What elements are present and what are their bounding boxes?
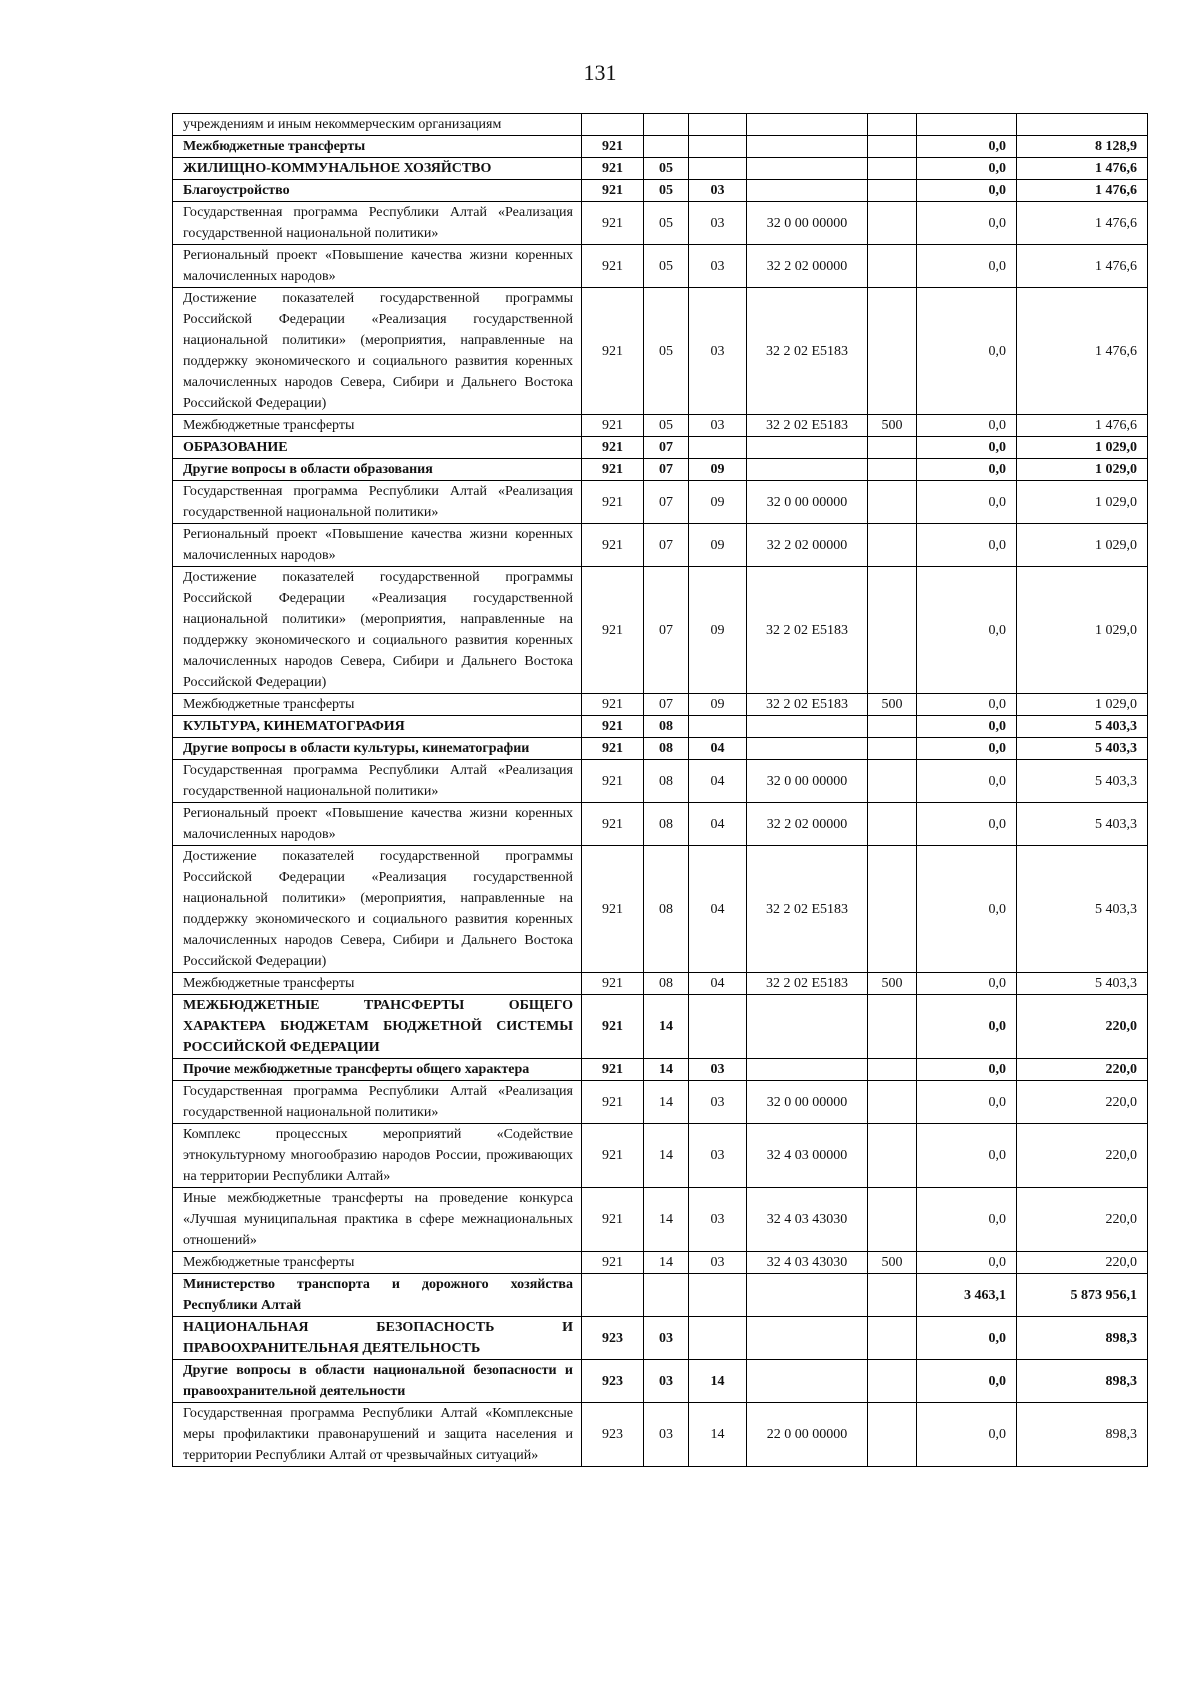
row-target-article-cell: [747, 1059, 868, 1081]
row-expense-type-cell: 500: [868, 1252, 917, 1274]
row-gr-code-cell: 921: [582, 459, 644, 481]
row-name-cell: Достижение показателей государственной программы Российской Федерации «Реализация государственной национальной политики» (мероприятия, направленные на поддержку экономического и социального развития коренных малочисленных народов Севера, Сибири и Дальнего Востока Российской Федерации): [173, 846, 582, 973]
row-section-code-cell: 07: [644, 481, 689, 524]
row-name-cell: МЕЖБЮДЖЕТНЫЕ ТРАНСФЕРТЫ ОБЩЕГО ХАРАКТЕРА БЮДЖЕТАМ БЮДЖЕТНОЙ СИСТЕМЫ РОССИЙСКОЙ ФЕДЕРАЦИИ: [173, 995, 582, 1059]
row-name-cell: НАЦИОНАЛЬНАЯ БЕЗОПАСНОСТЬ И ПРАВООХРАНИТЕЛЬНАЯ ДЕЯТЕЛЬНОСТЬ: [173, 1317, 582, 1360]
row-expense-type-cell: [868, 1274, 917, 1317]
row-expense-type-cell: 500: [868, 415, 917, 437]
row-target-article-cell: 32 2 02 E5183: [747, 846, 868, 973]
row-subsection-code-cell: 03: [689, 288, 747, 415]
row-name-cell: Благоустройство: [173, 180, 582, 202]
row-expense-type-cell: [868, 437, 917, 459]
row-gr-code-cell: 921: [582, 481, 644, 524]
row-gr-code-cell: 921: [582, 567, 644, 694]
row-amount-1-cell: 0,0: [917, 1124, 1017, 1188]
row-gr-code-cell: 921: [582, 245, 644, 288]
row-subsection-code-cell: [689, 716, 747, 738]
row-expense-type-cell: [868, 288, 917, 415]
row-subsection-code-cell: 09: [689, 567, 747, 694]
table-row: [173, 524, 1148, 567]
table-row: [173, 415, 1148, 437]
row-amount-2-cell: 220,0: [1017, 1188, 1148, 1252]
row-amount-1-cell: 0,0: [917, 738, 1017, 760]
row-section-code-cell: 14: [644, 1059, 689, 1081]
row-gr-code-cell: 921: [582, 524, 644, 567]
row-target-article-cell: 32 0 00 00000: [747, 760, 868, 803]
row-amount-1-cell: 0,0: [917, 803, 1017, 846]
row-name-cell: Другие вопросы в области культуры, кинематографии: [173, 738, 582, 760]
row-expense-type-cell: [868, 158, 917, 180]
row-section-code-cell: 07: [644, 459, 689, 481]
row-amount-2-cell: 5 403,3: [1017, 760, 1148, 803]
row-target-article-cell: 32 2 02 E5183: [747, 288, 868, 415]
row-amount-1-cell: 0,0: [917, 995, 1017, 1059]
row-amount-2-cell: 220,0: [1017, 1081, 1148, 1124]
row-gr-code-cell: [582, 1274, 644, 1317]
row-name-cell: Государственная программа Республики Алтай «Реализация государственной национальной политики»: [173, 202, 582, 245]
row-gr-code-cell: 923: [582, 1403, 644, 1467]
table-row: [173, 481, 1148, 524]
row-target-article-cell: 32 0 00 00000: [747, 1081, 868, 1124]
row-expense-type-cell: [868, 180, 917, 202]
row-amount-2-cell: 5 403,3: [1017, 803, 1148, 846]
row-name-cell: Достижение показателей государственной программы Российской Федерации «Реализация государственной национальной политики» (мероприятия, направленные на поддержку экономического и социального развития коренных малочисленных народов Севера, Сибири и Дальнего Востока Российской Федерации): [173, 288, 582, 415]
row-section-code-cell: 05: [644, 180, 689, 202]
row-name-cell: Межбюджетные трансферты: [173, 973, 582, 995]
table-row: [173, 202, 1148, 245]
row-subsection-code-cell: 03: [689, 1059, 747, 1081]
row-section-code-cell: 03: [644, 1360, 689, 1403]
row-amount-2-cell: 8 128,9: [1017, 136, 1148, 158]
row-target-article-cell: [747, 995, 868, 1059]
row-gr-code-cell: 921: [582, 1059, 644, 1081]
row-amount-2-cell: 5 403,3: [1017, 973, 1148, 995]
row-expense-type-cell: [868, 1403, 917, 1467]
row-expense-type-cell: [868, 1081, 917, 1124]
row-subsection-code-cell: [689, 437, 747, 459]
table-row: [173, 1317, 1148, 1360]
row-amount-2-cell: 1 476,6: [1017, 288, 1148, 415]
row-gr-code-cell: 921: [582, 180, 644, 202]
row-name-cell: Достижение показателей государственной программы Российской Федерации «Реализация государственной национальной политики» (мероприятия, направленные на поддержку экономического и социального развития коренных малочисленных народов Севера, Сибири и Дальнего Востока Российской Федерации): [173, 567, 582, 694]
row-gr-code-cell: 921: [582, 1081, 644, 1124]
row-section-code-cell: 08: [644, 716, 689, 738]
row-amount-1-cell: 0,0: [917, 481, 1017, 524]
row-name-cell: Прочие межбюджетные трансферты общего характера: [173, 1059, 582, 1081]
row-gr-code-cell: 921: [582, 1124, 644, 1188]
row-amount-1-cell: 0,0: [917, 1403, 1017, 1467]
row-name-cell: ОБРАЗОВАНИЕ: [173, 437, 582, 459]
row-name-cell: Комплекс процессных мероприятий «Содействие этнокультурному многообразию народов России, проживающих на территории Республики Алтай»: [173, 1124, 582, 1188]
row-expense-type-cell: [868, 760, 917, 803]
table-row: [173, 1252, 1148, 1274]
row-subsection-code-cell: [689, 136, 747, 158]
table-row: [173, 567, 1148, 694]
row-gr-code-cell: 923: [582, 1317, 644, 1360]
row-subsection-code-cell: [689, 1274, 747, 1317]
row-amount-2-cell: 898,3: [1017, 1403, 1148, 1467]
row-gr-code-cell: 921: [582, 694, 644, 716]
row-amount-1-cell: 0,0: [917, 459, 1017, 481]
row-expense-type-cell: [868, 995, 917, 1059]
row-gr-code-cell: 921: [582, 288, 644, 415]
row-amount-1-cell: 0,0: [917, 1252, 1017, 1274]
row-amount-2-cell: 1 029,0: [1017, 524, 1148, 567]
row-expense-type-cell: [868, 738, 917, 760]
row-target-article-cell: 22 0 00 00000: [747, 1403, 868, 1467]
row-amount-1-cell: 0,0: [917, 1317, 1017, 1360]
row-gr-code-cell: 921: [582, 1188, 644, 1252]
row-name-cell: Региональный проект «Повышение качества жизни коренных малочисленных народов»: [173, 803, 582, 846]
row-gr-code-cell: 921: [582, 415, 644, 437]
row-section-code-cell: 14: [644, 1081, 689, 1124]
row-section-code-cell: 03: [644, 1403, 689, 1467]
row-subsection-code-cell: 04: [689, 973, 747, 995]
row-name-cell: Министерство транспорта и дорожного хозяйства Республики Алтай: [173, 1274, 582, 1317]
row-amount-1-cell: 0,0: [917, 716, 1017, 738]
row-subsection-code-cell: 09: [689, 481, 747, 524]
row-expense-type-cell: 500: [868, 694, 917, 716]
row-section-code-cell: 08: [644, 738, 689, 760]
row-amount-1-cell: 0,0: [917, 694, 1017, 716]
row-name-cell: Государственная программа Республики Алтай «Реализация государственной национальной политики»: [173, 481, 582, 524]
row-subsection-code-cell: 04: [689, 803, 747, 846]
row-amount-1-cell: 0,0: [917, 1188, 1017, 1252]
row-subsection-code-cell: 03: [689, 1081, 747, 1124]
row-amount-2-cell: 220,0: [1017, 995, 1148, 1059]
row-target-article-cell: 32 2 02 E5183: [747, 694, 868, 716]
row-expense-type-cell: [868, 524, 917, 567]
row-subsection-code-cell: 03: [689, 415, 747, 437]
row-amount-2-cell: 898,3: [1017, 1317, 1148, 1360]
row-name-cell: учреждениям и иным некоммерческим организациям: [173, 114, 582, 136]
row-subsection-code-cell: [689, 1317, 747, 1360]
row-expense-type-cell: [868, 459, 917, 481]
row-expense-type-cell: [868, 481, 917, 524]
table-row: [173, 995, 1148, 1059]
table-row: [173, 459, 1148, 481]
row-amount-2-cell: 5 873 956,1: [1017, 1274, 1148, 1317]
row-subsection-code-cell: [689, 995, 747, 1059]
row-gr-code-cell: 921: [582, 437, 644, 459]
row-amount-1-cell: 0,0: [917, 245, 1017, 288]
row-subsection-code-cell: 03: [689, 1252, 747, 1274]
row-target-article-cell: [747, 114, 868, 136]
row-name-cell: КУЛЬТУРА, КИНЕМАТОГРАФИЯ: [173, 716, 582, 738]
row-amount-1-cell: 0,0: [917, 973, 1017, 995]
row-section-code-cell: 08: [644, 973, 689, 995]
row-section-code-cell: [644, 114, 689, 136]
row-amount-2-cell: 1 476,6: [1017, 245, 1148, 288]
row-amount-1-cell: 0,0: [917, 180, 1017, 202]
row-expense-type-cell: [868, 1360, 917, 1403]
row-amount-1-cell: 0,0: [917, 760, 1017, 803]
row-amount-2-cell: 5 403,3: [1017, 738, 1148, 760]
row-name-cell: Другие вопросы в области образования: [173, 459, 582, 481]
row-section-code-cell: 14: [644, 1252, 689, 1274]
row-section-code-cell: 07: [644, 524, 689, 567]
row-name-cell: Региональный проект «Повышение качества жизни коренных малочисленных народов»: [173, 245, 582, 288]
table-row: [173, 1188, 1148, 1252]
row-amount-2-cell: 220,0: [1017, 1059, 1148, 1081]
row-target-article-cell: [747, 1360, 868, 1403]
row-target-article-cell: [747, 437, 868, 459]
row-target-article-cell: [747, 1317, 868, 1360]
row-section-code-cell: [644, 1274, 689, 1317]
row-expense-type-cell: [868, 1188, 917, 1252]
row-amount-1-cell: [917, 114, 1017, 136]
row-subsection-code-cell: 04: [689, 760, 747, 803]
table-row: [173, 973, 1148, 995]
row-subsection-code-cell: [689, 158, 747, 180]
row-gr-code-cell: 921: [582, 995, 644, 1059]
row-gr-code-cell: 921: [582, 760, 644, 803]
row-amount-1-cell: 0,0: [917, 437, 1017, 459]
table-row: [173, 760, 1148, 803]
row-subsection-code-cell: 09: [689, 524, 747, 567]
row-target-article-cell: [747, 459, 868, 481]
row-section-code-cell: 07: [644, 694, 689, 716]
table-row: [173, 158, 1148, 180]
row-amount-1-cell: 0,0: [917, 1081, 1017, 1124]
row-amount-2-cell: 1 476,6: [1017, 202, 1148, 245]
table-row: [173, 716, 1148, 738]
row-name-cell: Региональный проект «Повышение качества жизни коренных малочисленных народов»: [173, 524, 582, 567]
row-expense-type-cell: [868, 245, 917, 288]
budget-table: [172, 113, 1148, 1467]
row-name-cell: Другие вопросы в области национальной безопасности и правоохранительной деятельности: [173, 1360, 582, 1403]
row-target-article-cell: 32 0 00 00000: [747, 481, 868, 524]
table-row: [173, 1059, 1148, 1081]
row-section-code-cell: 03: [644, 1317, 689, 1360]
row-subsection-code-cell: 04: [689, 846, 747, 973]
row-subsection-code-cell: 03: [689, 1124, 747, 1188]
row-target-article-cell: [747, 180, 868, 202]
table-row: [173, 846, 1148, 973]
row-amount-2-cell: 1 029,0: [1017, 694, 1148, 716]
row-amount-1-cell: 0,0: [917, 1360, 1017, 1403]
table-row: [173, 437, 1148, 459]
row-amount-1-cell: 0,0: [917, 524, 1017, 567]
row-amount-1-cell: 0,0: [917, 288, 1017, 415]
row-gr-code-cell: 921: [582, 1252, 644, 1274]
row-name-cell: Межбюджетные трансферты: [173, 136, 582, 158]
row-amount-1-cell: 0,0: [917, 415, 1017, 437]
row-amount-1-cell: 0,0: [917, 202, 1017, 245]
row-amount-1-cell: 0,0: [917, 136, 1017, 158]
row-expense-type-cell: [868, 716, 917, 738]
row-name-cell: Межбюджетные трансферты: [173, 694, 582, 716]
row-expense-type-cell: [868, 803, 917, 846]
row-section-code-cell: 08: [644, 760, 689, 803]
row-section-code-cell: 08: [644, 803, 689, 846]
row-name-cell: Государственная программа Республики Алтай «Реализация государственной национальной политики»: [173, 760, 582, 803]
row-amount-2-cell: 1 029,0: [1017, 567, 1148, 694]
row-expense-type-cell: [868, 1317, 917, 1360]
row-target-article-cell: 32 4 03 43030: [747, 1252, 868, 1274]
row-section-code-cell: 05: [644, 245, 689, 288]
row-name-cell: ЖИЛИЩНО-КОММУНАЛЬНОЕ ХОЗЯЙСТВО: [173, 158, 582, 180]
row-amount-1-cell: 0,0: [917, 158, 1017, 180]
row-expense-type-cell: [868, 567, 917, 694]
row-name-cell: Государственная программа Республики Алтай «Комплексные меры профилактики правонарушений и защита населения и территории Республики Алтай от чрезвычайных ситуаций»: [173, 1403, 582, 1467]
row-target-article-cell: [747, 158, 868, 180]
row-section-code-cell: 05: [644, 288, 689, 415]
row-section-code-cell: 05: [644, 202, 689, 245]
row-section-code-cell: [644, 136, 689, 158]
row-section-code-cell: 07: [644, 567, 689, 694]
row-target-article-cell: 32 2 02 00000: [747, 245, 868, 288]
table-row: [173, 180, 1148, 202]
row-subsection-code-cell: 03: [689, 245, 747, 288]
table-row: [173, 1081, 1148, 1124]
row-target-article-cell: [747, 738, 868, 760]
row-amount-1-cell: 0,0: [917, 1059, 1017, 1081]
row-gr-code-cell: 921: [582, 803, 644, 846]
row-subsection-code-cell: 14: [689, 1360, 747, 1403]
row-subsection-code-cell: [689, 114, 747, 136]
row-gr-code-cell: 921: [582, 973, 644, 995]
row-amount-1-cell: 3 463,1: [917, 1274, 1017, 1317]
table-row: [173, 1360, 1148, 1403]
row-target-article-cell: 32 4 03 43030: [747, 1188, 868, 1252]
row-target-article-cell: [747, 1274, 868, 1317]
row-section-code-cell: 08: [644, 846, 689, 973]
row-subsection-code-cell: 03: [689, 202, 747, 245]
table-row: [173, 114, 1148, 136]
row-subsection-code-cell: 04: [689, 738, 747, 760]
row-expense-type-cell: [868, 136, 917, 158]
row-target-article-cell: 32 0 00 00000: [747, 202, 868, 245]
row-amount-2-cell: 1 029,0: [1017, 437, 1148, 459]
table-row: [173, 1124, 1148, 1188]
row-subsection-code-cell: 03: [689, 1188, 747, 1252]
page-number: 131: [583, 60, 617, 85]
row-amount-2-cell: 1 476,6: [1017, 158, 1148, 180]
row-target-article-cell: 32 2 02 00000: [747, 803, 868, 846]
row-expense-type-cell: [868, 1124, 917, 1188]
row-gr-code-cell: 921: [582, 158, 644, 180]
row-subsection-code-cell: 09: [689, 459, 747, 481]
table-row: [173, 1403, 1148, 1467]
row-gr-code-cell: 921: [582, 846, 644, 973]
table-row: [173, 738, 1148, 760]
row-section-code-cell: 07: [644, 437, 689, 459]
row-amount-2-cell: [1017, 114, 1148, 136]
table-row: [173, 288, 1148, 415]
row-amount-2-cell: 220,0: [1017, 1124, 1148, 1188]
table-row: [173, 245, 1148, 288]
row-gr-code-cell: 921: [582, 202, 644, 245]
row-amount-1-cell: 0,0: [917, 567, 1017, 694]
row-subsection-code-cell: 03: [689, 180, 747, 202]
row-gr-code-cell: 921: [582, 738, 644, 760]
row-gr-code-cell: 921: [582, 716, 644, 738]
row-name-cell: Иные межбюджетные трансферты на проведение конкурса «Лучшая муниципальная практика в сфере межнациональных отношений»: [173, 1188, 582, 1252]
row-amount-2-cell: 1 029,0: [1017, 459, 1148, 481]
row-target-article-cell: 32 2 02 E5183: [747, 415, 868, 437]
row-section-code-cell: 05: [644, 158, 689, 180]
row-subsection-code-cell: 14: [689, 1403, 747, 1467]
row-target-article-cell: 32 4 03 00000: [747, 1124, 868, 1188]
row-amount-1-cell: 0,0: [917, 846, 1017, 973]
row-amount-2-cell: 898,3: [1017, 1360, 1148, 1403]
row-gr-code-cell: [582, 114, 644, 136]
row-target-article-cell: 32 2 02 00000: [747, 524, 868, 567]
row-amount-2-cell: 1 029,0: [1017, 481, 1148, 524]
row-section-code-cell: 05: [644, 415, 689, 437]
row-section-code-cell: 14: [644, 1188, 689, 1252]
row-expense-type-cell: [868, 114, 917, 136]
table-row: [173, 1274, 1148, 1317]
table-row: [173, 694, 1148, 716]
row-amount-2-cell: 220,0: [1017, 1252, 1148, 1274]
row-target-article-cell: [747, 136, 868, 158]
row-target-article-cell: [747, 716, 868, 738]
row-amount-2-cell: 5 403,3: [1017, 716, 1148, 738]
row-target-article-cell: 32 2 02 E5183: [747, 567, 868, 694]
row-gr-code-cell: 923: [582, 1360, 644, 1403]
row-name-cell: Межбюджетные трансферты: [173, 1252, 582, 1274]
row-amount-2-cell: 5 403,3: [1017, 846, 1148, 973]
row-amount-2-cell: 1 476,6: [1017, 415, 1148, 437]
row-name-cell: Межбюджетные трансферты: [173, 415, 582, 437]
row-name-cell: Государственная программа Республики Алтай «Реализация государственной национальной политики»: [173, 1081, 582, 1124]
table-row: [173, 136, 1148, 158]
row-section-code-cell: 14: [644, 1124, 689, 1188]
table-row: [173, 803, 1148, 846]
row-gr-code-cell: 921: [582, 136, 644, 158]
row-section-code-cell: 14: [644, 995, 689, 1059]
budget-table-body: [173, 114, 1148, 1467]
row-subsection-code-cell: 09: [689, 694, 747, 716]
row-expense-type-cell: [868, 1059, 917, 1081]
row-target-article-cell: 32 2 02 E5183: [747, 973, 868, 995]
row-expense-type-cell: [868, 846, 917, 973]
row-expense-type-cell: 500: [868, 973, 917, 995]
row-expense-type-cell: [868, 202, 917, 245]
row-amount-2-cell: 1 476,6: [1017, 180, 1148, 202]
